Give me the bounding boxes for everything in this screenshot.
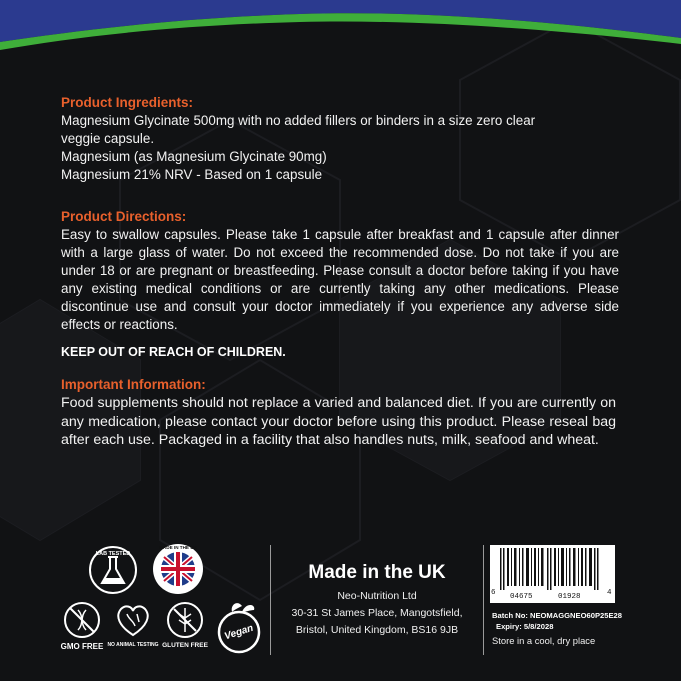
barcode-group-1: 04675 <box>510 593 533 601</box>
directions-section <box>61 209 619 334</box>
ingredients-line: Magnesium (as Magnesium Glycinate 90mg) <box>61 149 327 164</box>
made-in-uk-heading: Made in the UK <box>308 562 446 583</box>
company-address-line1: 30-31 St James Place, Mangotsfield, <box>291 607 463 619</box>
storage-instructions: Store in a cool, dry place <box>492 635 596 646</box>
ingredients-section <box>61 95 621 184</box>
barcode-digit-left: 6 <box>491 589 496 597</box>
barcode <box>490 545 615 603</box>
uk-flag-icon <box>152 543 204 595</box>
directions-heading: Product Directions: <box>61 209 187 224</box>
batch-number: Batch No: NEOMAGGNEO60P25E28 <box>492 611 622 620</box>
barcode-bars <box>496 548 609 590</box>
made-in-uk-badge-label: MADE IN THE UK <box>159 545 197 550</box>
company-address-line2: Bristol, United Kingdom, BS16 9JB <box>295 624 459 636</box>
gluten-free-icon <box>165 600 205 640</box>
gmo-free-icon <box>62 600 102 640</box>
keep-out-of-reach-warning: KEEP OUT OF REACH OF CHILDREN. <box>61 345 286 359</box>
important-heading: Important Information: <box>61 377 206 392</box>
ingredients-line: veggie capsule. <box>61 131 155 146</box>
expiry-date: Expiry: 5/8/2028 <box>496 622 554 631</box>
directions-text: Easy to swallow capsules. Please take 1 capsule after breakfast and 1 capsule after dinner with a large glass of water. Do not exceed the recommended dose. Do not take if you are under 18 or are pregnant or breastfeeding. Please consult a doctor before taking if you have any existing medical conditions or are currently taking any other medications. Please discontinue use and consult your doctor immediately if you experience any adverse side effects or reactions. <box>61 227 619 332</box>
lab-tested-label: LAB TESTED <box>95 551 131 557</box>
barcode-digit-right: 4 <box>607 589 612 597</box>
ingredients-line: Magnesium Glycinate 500mg with no added fillers or binders in a size zero clear <box>61 113 536 128</box>
vegan-label: Vegan <box>223 622 255 643</box>
ingredients-heading: Product Ingredients: <box>61 95 194 110</box>
company-name: Neo-Nutrition Ltd <box>337 590 417 602</box>
important-text: Food supplements should not replace a varied and balanced diet. If you are currently on any medication, please contact your doctor before using this product. Please reseal bag after each use. Packaged in a facility that also handles nuts, milk, seafood and wheat. <box>61 395 616 448</box>
top-wave-banner <box>0 0 681 60</box>
important-section <box>61 377 616 450</box>
gluten-free-label: GLUTEN FREE <box>162 642 208 649</box>
gmo-free-label: GMO FREE <box>60 642 104 651</box>
divider <box>270 545 271 655</box>
no-animal-testing-icon <box>113 600 153 640</box>
warning-section <box>61 345 286 359</box>
barcode-group-2: 01928 <box>558 593 581 601</box>
no-animal-testing-label: NO ANIMAL TESTING <box>107 642 159 648</box>
ingredients-line: Magnesium 21% NRV - Based on 1 capsule <box>61 167 323 182</box>
divider <box>483 545 484 655</box>
